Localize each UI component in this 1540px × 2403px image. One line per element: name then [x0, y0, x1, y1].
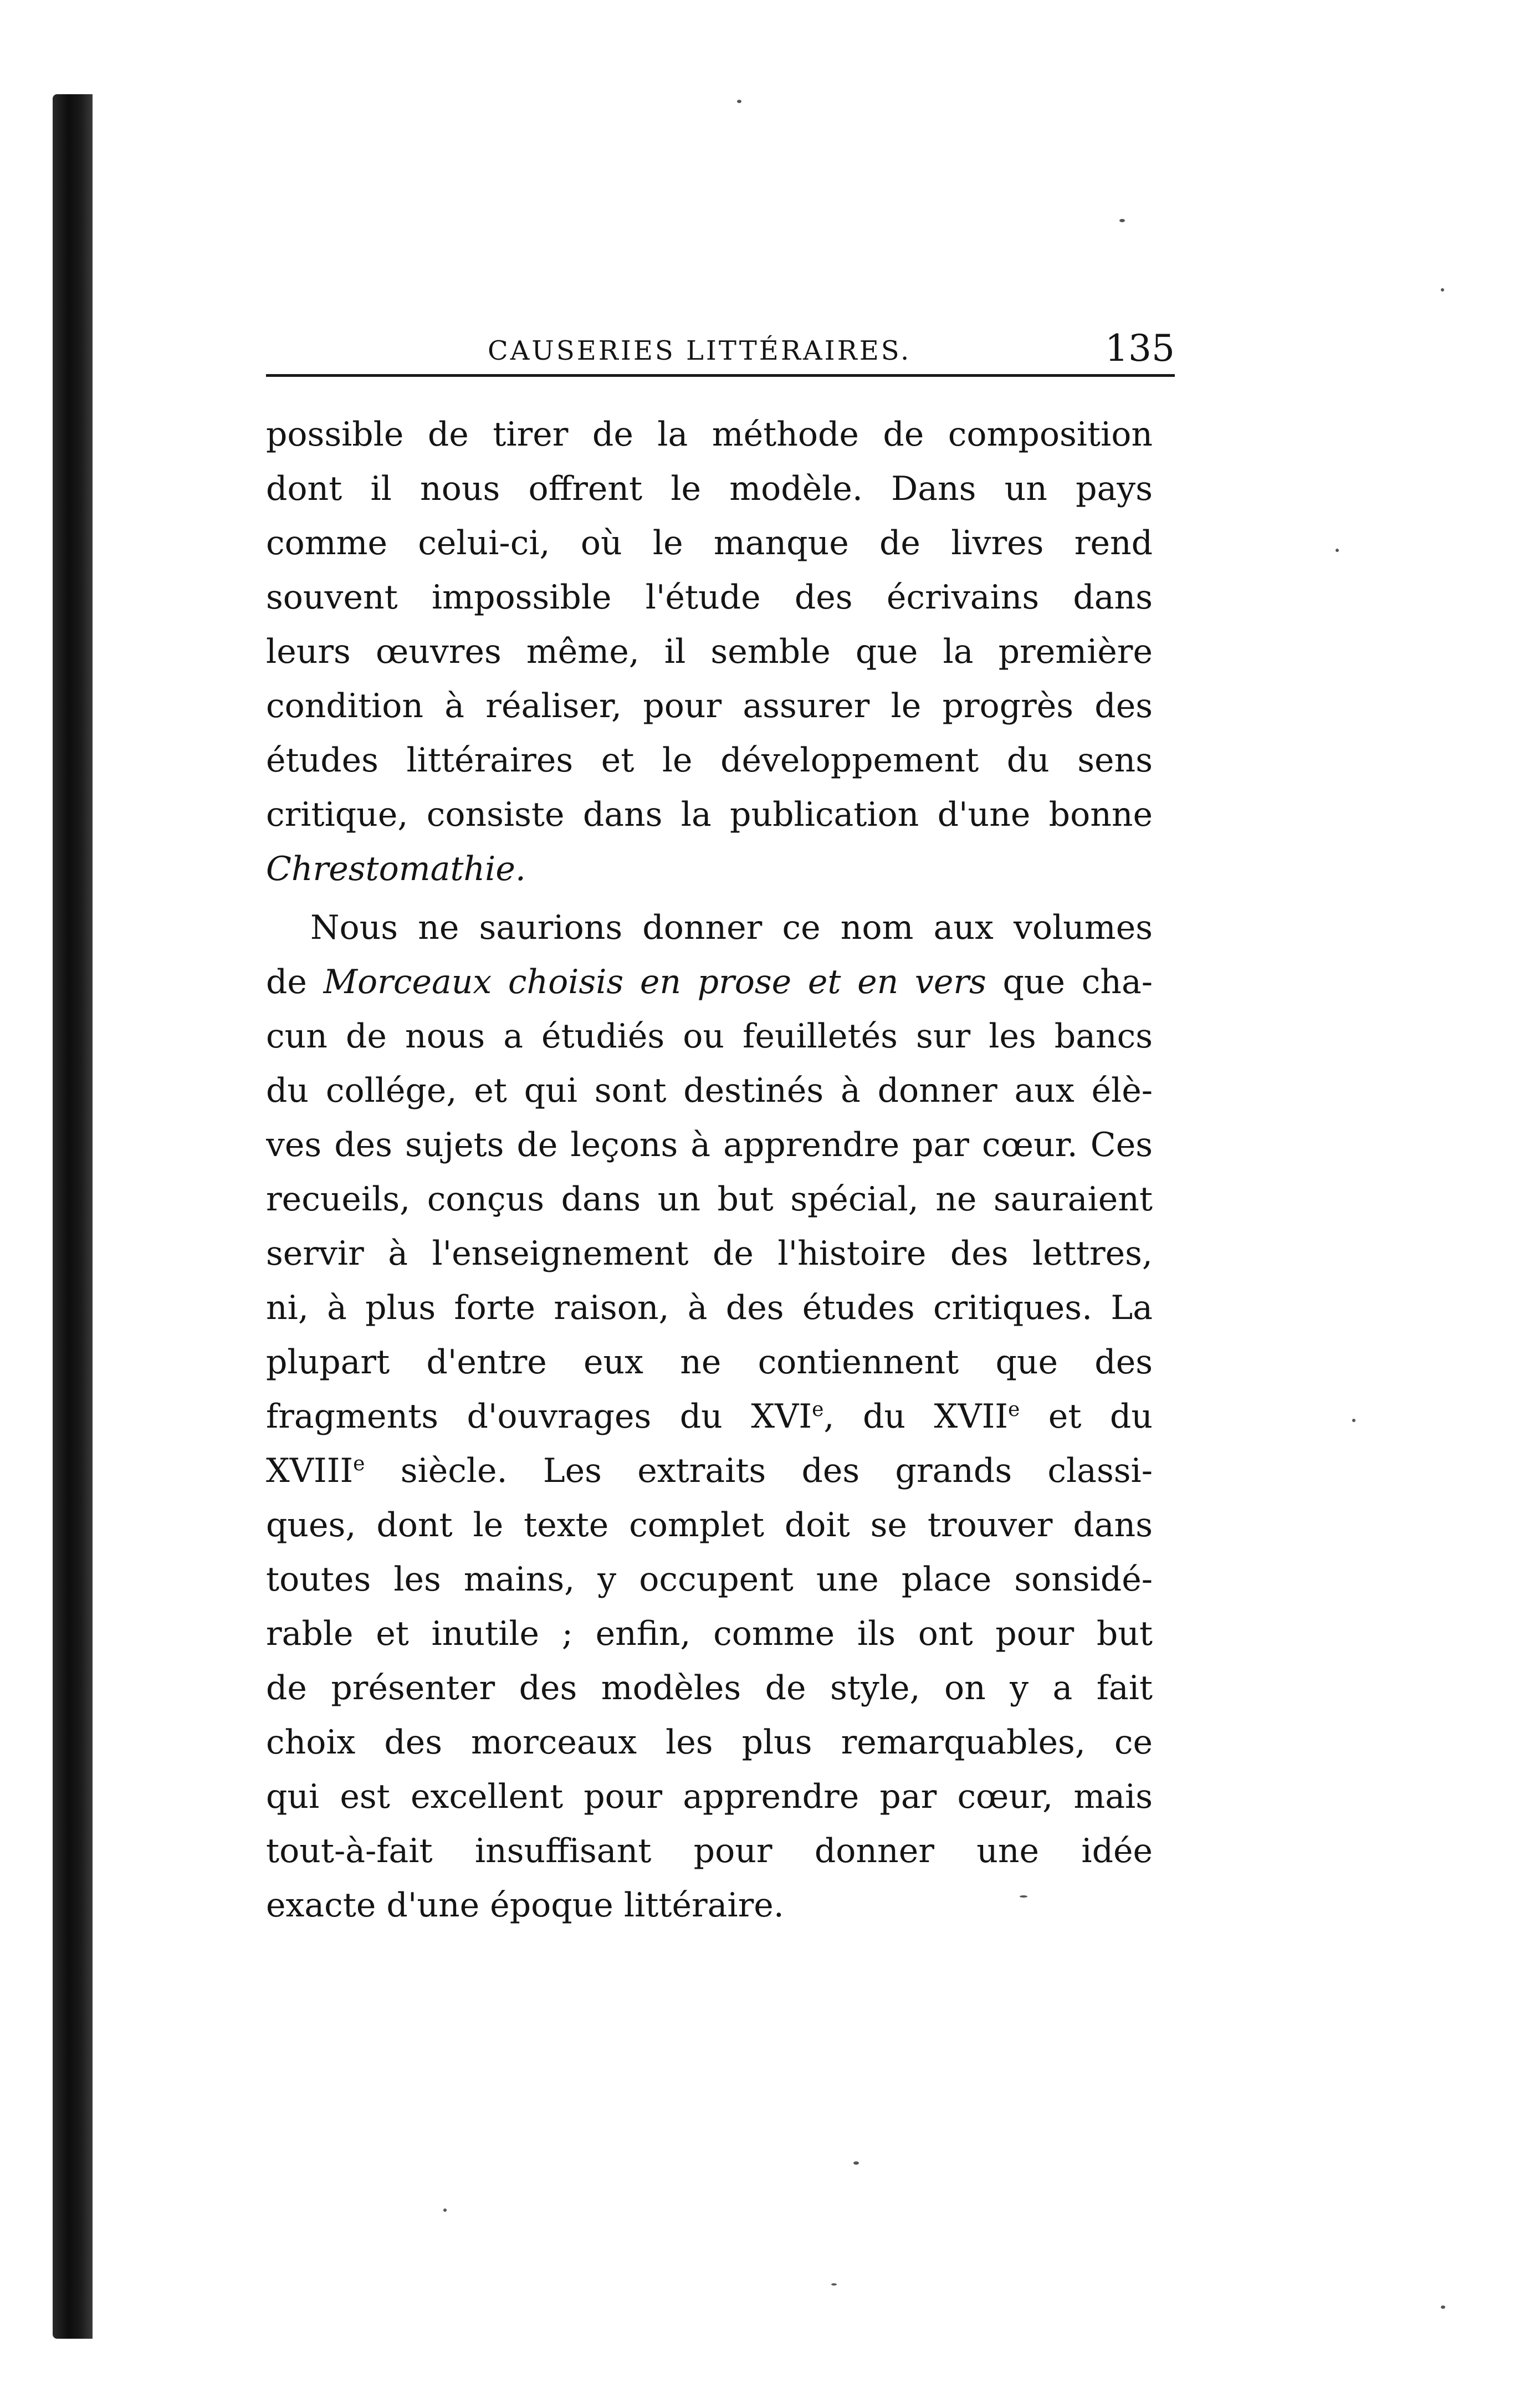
text-line: critique, consiste dans la publication d'une bonne — [266, 795, 1153, 834]
text-line: plupart d'entre eux ne contiennent que des — [266, 1343, 1153, 1382]
superscript: e — [353, 1453, 365, 1475]
text-line: ves des sujets de leçons à apprendre par cœur. Ces — [266, 1126, 1153, 1164]
text-line: ni, à plus forte raison, à des études critiques. La — [266, 1289, 1153, 1327]
text-line: cun de nous a étudiés ou feuilletés sur les bancs — [266, 1017, 1153, 1056]
text-fragment: que cha- — [1002, 963, 1153, 1001]
scan-speck — [1020, 1895, 1027, 1898]
book-title-italic: Morceaux choisis en prose et en vers — [323, 963, 986, 1001]
text-line: ques, dont le texte complet doit se trouver dans — [266, 1506, 1153, 1545]
text-line: condition à réaliser, pour assurer le progrès des — [266, 687, 1153, 725]
scan-speck — [737, 100, 741, 103]
superscript: e — [1007, 1398, 1020, 1421]
text-line-last: exacte d'une époque littéraire. — [266, 1886, 784, 1925]
text-line: possible de tirer de la méthode de composition — [266, 415, 1153, 454]
header-rule — [266, 374, 1175, 377]
text-fragment: siècle. Les extraits des grands classi- — [365, 1451, 1153, 1490]
paragraph-first-line: Nous ne saurions donner ce nom aux volumes — [310, 908, 1153, 947]
scan-speck — [443, 2208, 447, 2212]
page-header — [266, 313, 1175, 380]
superscript: e — [812, 1398, 824, 1421]
text-line: choix des morceaux les plus remarquables, ce — [266, 1723, 1153, 1762]
text-line — [266, 955, 1153, 1009]
scan-speck — [831, 2283, 837, 2286]
body-text — [266, 407, 1153, 1932]
text-line: leurs œuvres même, il semble que la première — [266, 632, 1153, 671]
text-line — [266, 1444, 1153, 1498]
text-line: toutes les mains, y occupent une place sonsidé- — [266, 1560, 1153, 1599]
text-line: recueils, conçus dans un but spécial, ne sauraient — [266, 1180, 1153, 1219]
text-line: souvent impossible l'étude des écrivains dans — [266, 578, 1153, 617]
scan-speck — [1441, 2305, 1445, 2309]
text-line: tout-à-fait insuffisant pour donner une idée — [266, 1832, 1153, 1870]
text-fragment: et du — [1020, 1397, 1153, 1436]
page-binding-edge — [53, 94, 93, 2339]
text-line: rable et inutile ; enfin, comme ils ont pour but — [266, 1614, 1153, 1653]
text-fragment: de — [266, 963, 307, 1001]
scan-speck — [1336, 549, 1339, 552]
text-fragment: fragments d'ouvrages du XVI — [266, 1397, 812, 1436]
scan-speck — [1119, 219, 1125, 222]
scan-speck — [853, 2161, 859, 2165]
scan-speck — [1441, 288, 1444, 292]
text-line: comme celui-ci, où le manque de livres rend — [266, 524, 1153, 563]
text-line: de présenter des modèles de style, on y a fait — [266, 1669, 1153, 1707]
text-line: dont il nous offrent le modèle. Dans un pays — [266, 469, 1153, 508]
text-line: études littéraires et le développement du sens — [266, 741, 1153, 780]
scan-speck — [1352, 1419, 1355, 1422]
text-line-italic: Chrestomathie. — [266, 850, 526, 888]
running-title: CAUSERIES LITTÉRAIRES. — [488, 335, 912, 366]
text-line: qui est excellent pour apprendre par cœur, mais — [266, 1777, 1153, 1816]
text-fragment: XVIII — [266, 1451, 354, 1490]
text-fragment: , du XVII — [823, 1397, 1008, 1436]
text-line: servir à l'enseignement de l'histoire des lettres, — [266, 1234, 1153, 1273]
page-number: 135 — [1105, 327, 1175, 370]
text-line: du collége, et qui sont destinés à donner aux élè- — [266, 1071, 1153, 1110]
text-line — [266, 1389, 1153, 1444]
